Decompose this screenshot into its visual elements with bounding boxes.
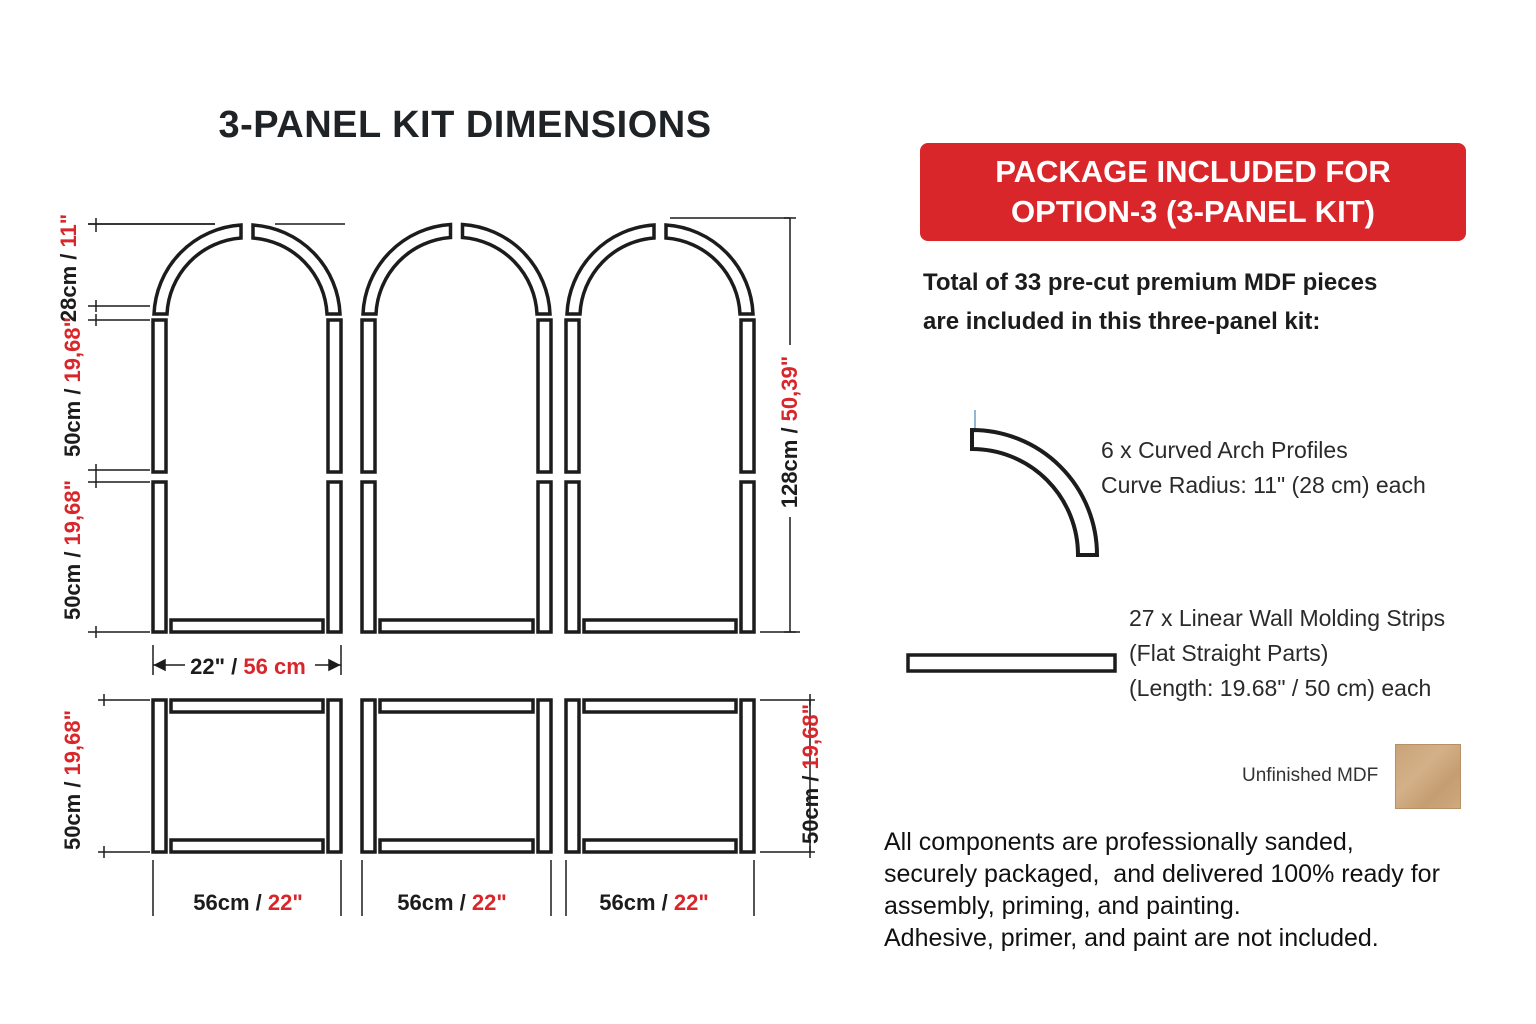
frame-3-strip-top <box>584 700 736 712</box>
footer-notes: All components are professionally sanded, securely packaged, and delivered 100% ready for assembly, priming, and painting. Adhesive, primer, and paint are not included. <box>884 828 1440 952</box>
panel-3-arch-right <box>666 225 753 314</box>
bottom-width-label-3: 56cm / 22" <box>599 890 709 915</box>
linear-strip-description: 27 x Linear Wall Molding Strips (Flat Straight Parts) (Length: 19.68" / 50 cm) each <box>1129 605 1446 701</box>
segment2-height-label: 50cm / 19,68" <box>60 479 85 621</box>
lower-left-height-label: 50cm / 19,68" <box>60 709 85 851</box>
panel-2-strip-right-1 <box>538 320 551 472</box>
panel-1-strip-left-1 <box>153 320 166 472</box>
banner-line-1: PACKAGE INCLUDED FOR <box>995 154 1391 189</box>
curved-arch-icon <box>965 405 1115 565</box>
total-height-label: 128cm / 50,39" <box>777 355 802 509</box>
mdf-swatch <box>1395 744 1461 809</box>
panel-1-arch-right <box>253 225 340 314</box>
package-banner <box>920 143 1466 241</box>
frame-1-strip-top <box>171 700 323 712</box>
panel-3-arch-left <box>567 225 654 314</box>
panel-3-strip-bottom <box>584 620 736 632</box>
frame-2-strip-bottom <box>380 840 533 852</box>
linear-strip-icon <box>905 652 1119 676</box>
panel-2-strip-right-2 <box>538 482 551 632</box>
frame-3-strip-left <box>566 700 579 852</box>
page-title: 3-PANEL KIT DIMENSIONS <box>218 104 712 146</box>
frame-1-strip-bottom <box>171 840 323 852</box>
frame-2-strip-top <box>380 700 533 712</box>
total-pieces-text: Total of 33 pre-cut premium MDF pieces are included in this three-panel kit: <box>923 269 1378 335</box>
panel-2-arch-left <box>363 225 451 315</box>
frame-3-strip-right <box>741 700 754 852</box>
frame-2-strip-left <box>362 700 375 852</box>
frame-2-strip-right <box>538 700 551 852</box>
panel-2-strip-left-2 <box>362 482 375 632</box>
width-arrow-right <box>329 660 339 670</box>
panel-3-strip-left-1 <box>566 320 579 472</box>
arch-height-label: 28cm / 11" <box>56 213 81 323</box>
panel-1-strip-right-2 <box>328 482 341 632</box>
segment1-height-label: 50cm / 19,68" <box>60 316 85 458</box>
panel-3-strip-right-2 <box>741 482 754 632</box>
lower-right-height-label: 50cm / 19,68" <box>798 703 823 845</box>
mdf-label: Unfinished MDF <box>1242 765 1379 786</box>
panel-1-strip-bottom <box>171 620 323 632</box>
frame-1-strip-left <box>153 700 166 852</box>
arch-profile-description: 6 x Curved Arch Profiles Curve Radius: 11" (28 cm) each <box>1101 437 1426 498</box>
frame-1-strip-right <box>328 700 341 852</box>
panel-2-strip-bottom <box>380 620 533 632</box>
bottom-width-label-1: 56cm / 22" <box>193 890 303 915</box>
panel-width-label: 22" / 56 cm <box>190 654 306 679</box>
panel-1-arch-left <box>154 225 241 314</box>
width-arrow-left <box>155 660 165 670</box>
panel-2-strip-left-1 <box>362 320 375 472</box>
panel-1-strip-left-2 <box>153 482 166 632</box>
panel-3-strip-right-1 <box>741 320 754 472</box>
bottom-width-label-2: 56cm / 22" <box>397 890 507 915</box>
banner-line-2: OPTION-3 (3-PANEL KIT) <box>1011 194 1375 229</box>
panel-3-strip-left-2 <box>566 482 579 632</box>
panel-1-strip-right-1 <box>328 320 341 472</box>
panel-2-arch-right <box>463 225 551 315</box>
frame-3-strip-bottom <box>584 840 736 852</box>
